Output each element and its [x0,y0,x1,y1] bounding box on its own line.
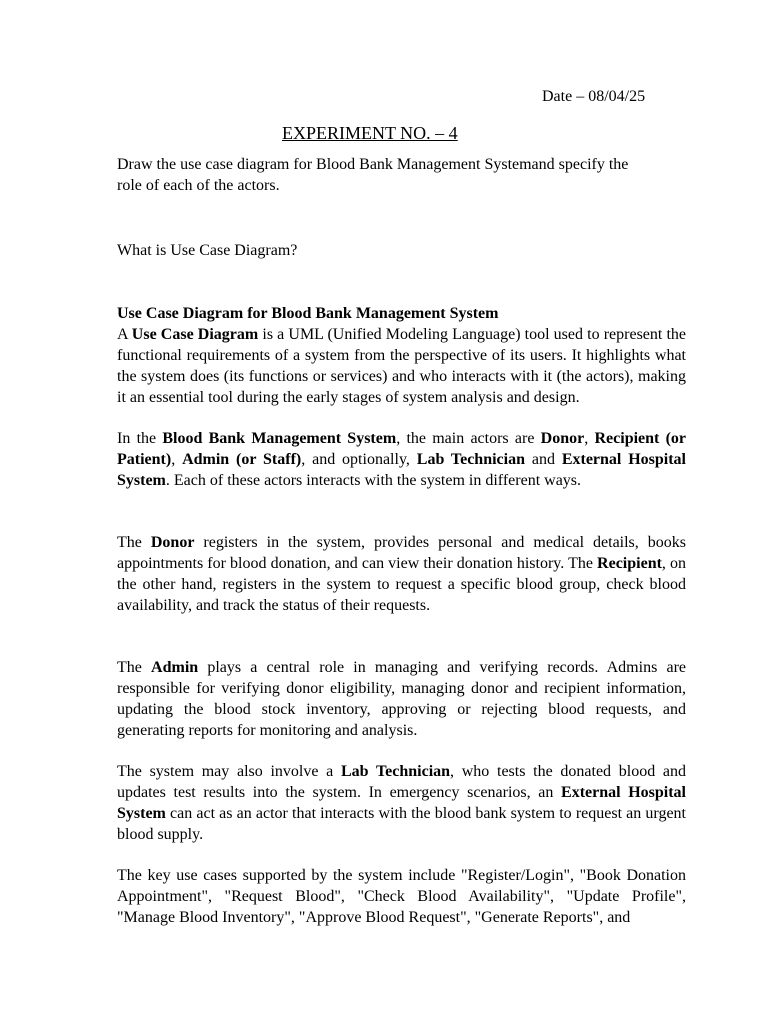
para2-text-1: In the [117,430,163,447]
para4-text-2: plays a central role in managing and verifying records. Admins are responsible for verifying donor eligibility, managing donor and recipient information, updating the blood stock inventory, approving or rejecting blood requests, and generating reports for monitoring and analysis. [117,659,687,739]
para5-text-1: The system may also involve a [117,763,341,780]
task-line-2: role of each of the actors. [117,177,280,194]
para2-bold-5: Lab Technician [416,451,525,468]
paragraph-actors [117,428,686,491]
paragraph-admin [117,657,686,741]
task-line-1: Draw the use case diagram for Blood Bank Management Systemand specify the [117,156,629,173]
para2-text-4: , [171,451,183,468]
para3-bold-2: Recipient [597,555,662,572]
para2-text-7: . Each of these actors interacts with the system in different ways. [165,472,582,489]
task-statement [117,154,686,196]
para3-text-2: registers in the system, provides personal and medical details, books appointments for blood donation, and can view their donation history. The [117,534,687,572]
para1-bold-1: Use Case Diagram [131,326,259,343]
para5-text-2: , who tests the donated blood and updates test results into the system. In emergency scenarios, an [117,763,686,801]
para5-bold-1: Lab Technician [340,763,451,780]
para2-bold-6: External Hospital System [117,451,687,489]
para3-bold-1: Donor [150,534,195,551]
paragraph-key-use-cases [117,865,686,928]
para5-bold-2: External Hospital System [117,784,686,822]
experiment-title: EXPERIMENT NO. – 4 [282,123,458,143]
para3-text-3: , on the other hand, registers in the system to request a specific blood group, check blood availability, and track the status of their requests. [117,555,687,614]
para3-text-1: The [117,534,151,551]
question-text: What is Use Case Diagram? [117,242,298,259]
section-heading-text: Use Case Diagram for Blood Bank Management System [117,305,499,322]
para1-text-2: is a UML (Unified Modeling Language) tool used to represent the functional requirements of a system from the perspective of its users. It highlights what the system does (its functions or services) and who interacts with it (the actors), making it an essential tool during the early stages of system analysis and design. [117,326,687,406]
para5-text-3: can act as an actor that interacts with the blood bank system to request an urgent blood supply. [117,805,686,843]
para2-text-5: , and optionally, [301,451,417,468]
para1-text-1: A [117,326,132,343]
para2-text-6: and [525,451,562,468]
paragraph-use-case-definition [117,324,686,408]
para2-bold-2: Donor [540,430,585,447]
para4-text-1: The [117,659,152,676]
para2-text-2: , the main actors are [396,430,541,447]
para2-bold-3: Recipient (or Patient) [117,430,687,468]
section-heading [117,303,686,324]
para2-bold-4: Admin (or Staff) [182,451,302,468]
paragraph-donor-recipient [117,532,686,616]
para2-bold-1: Blood Bank Management System [162,430,397,447]
date-label: Date – 08/04/25 [542,88,646,105]
para6-text-1: The key use cases supported by the system include "Register/Login", "Book Donation Appointment", "Request Blood", "Check Blood Availability", "Update Profile", "Manage Blood Inventory", "Approve Blood Request", "Generate Reports", and [117,867,686,926]
para4-bold-1: Admin [151,659,199,676]
para2-text-3: , [584,430,595,447]
paragraph-lab-external [117,761,686,845]
